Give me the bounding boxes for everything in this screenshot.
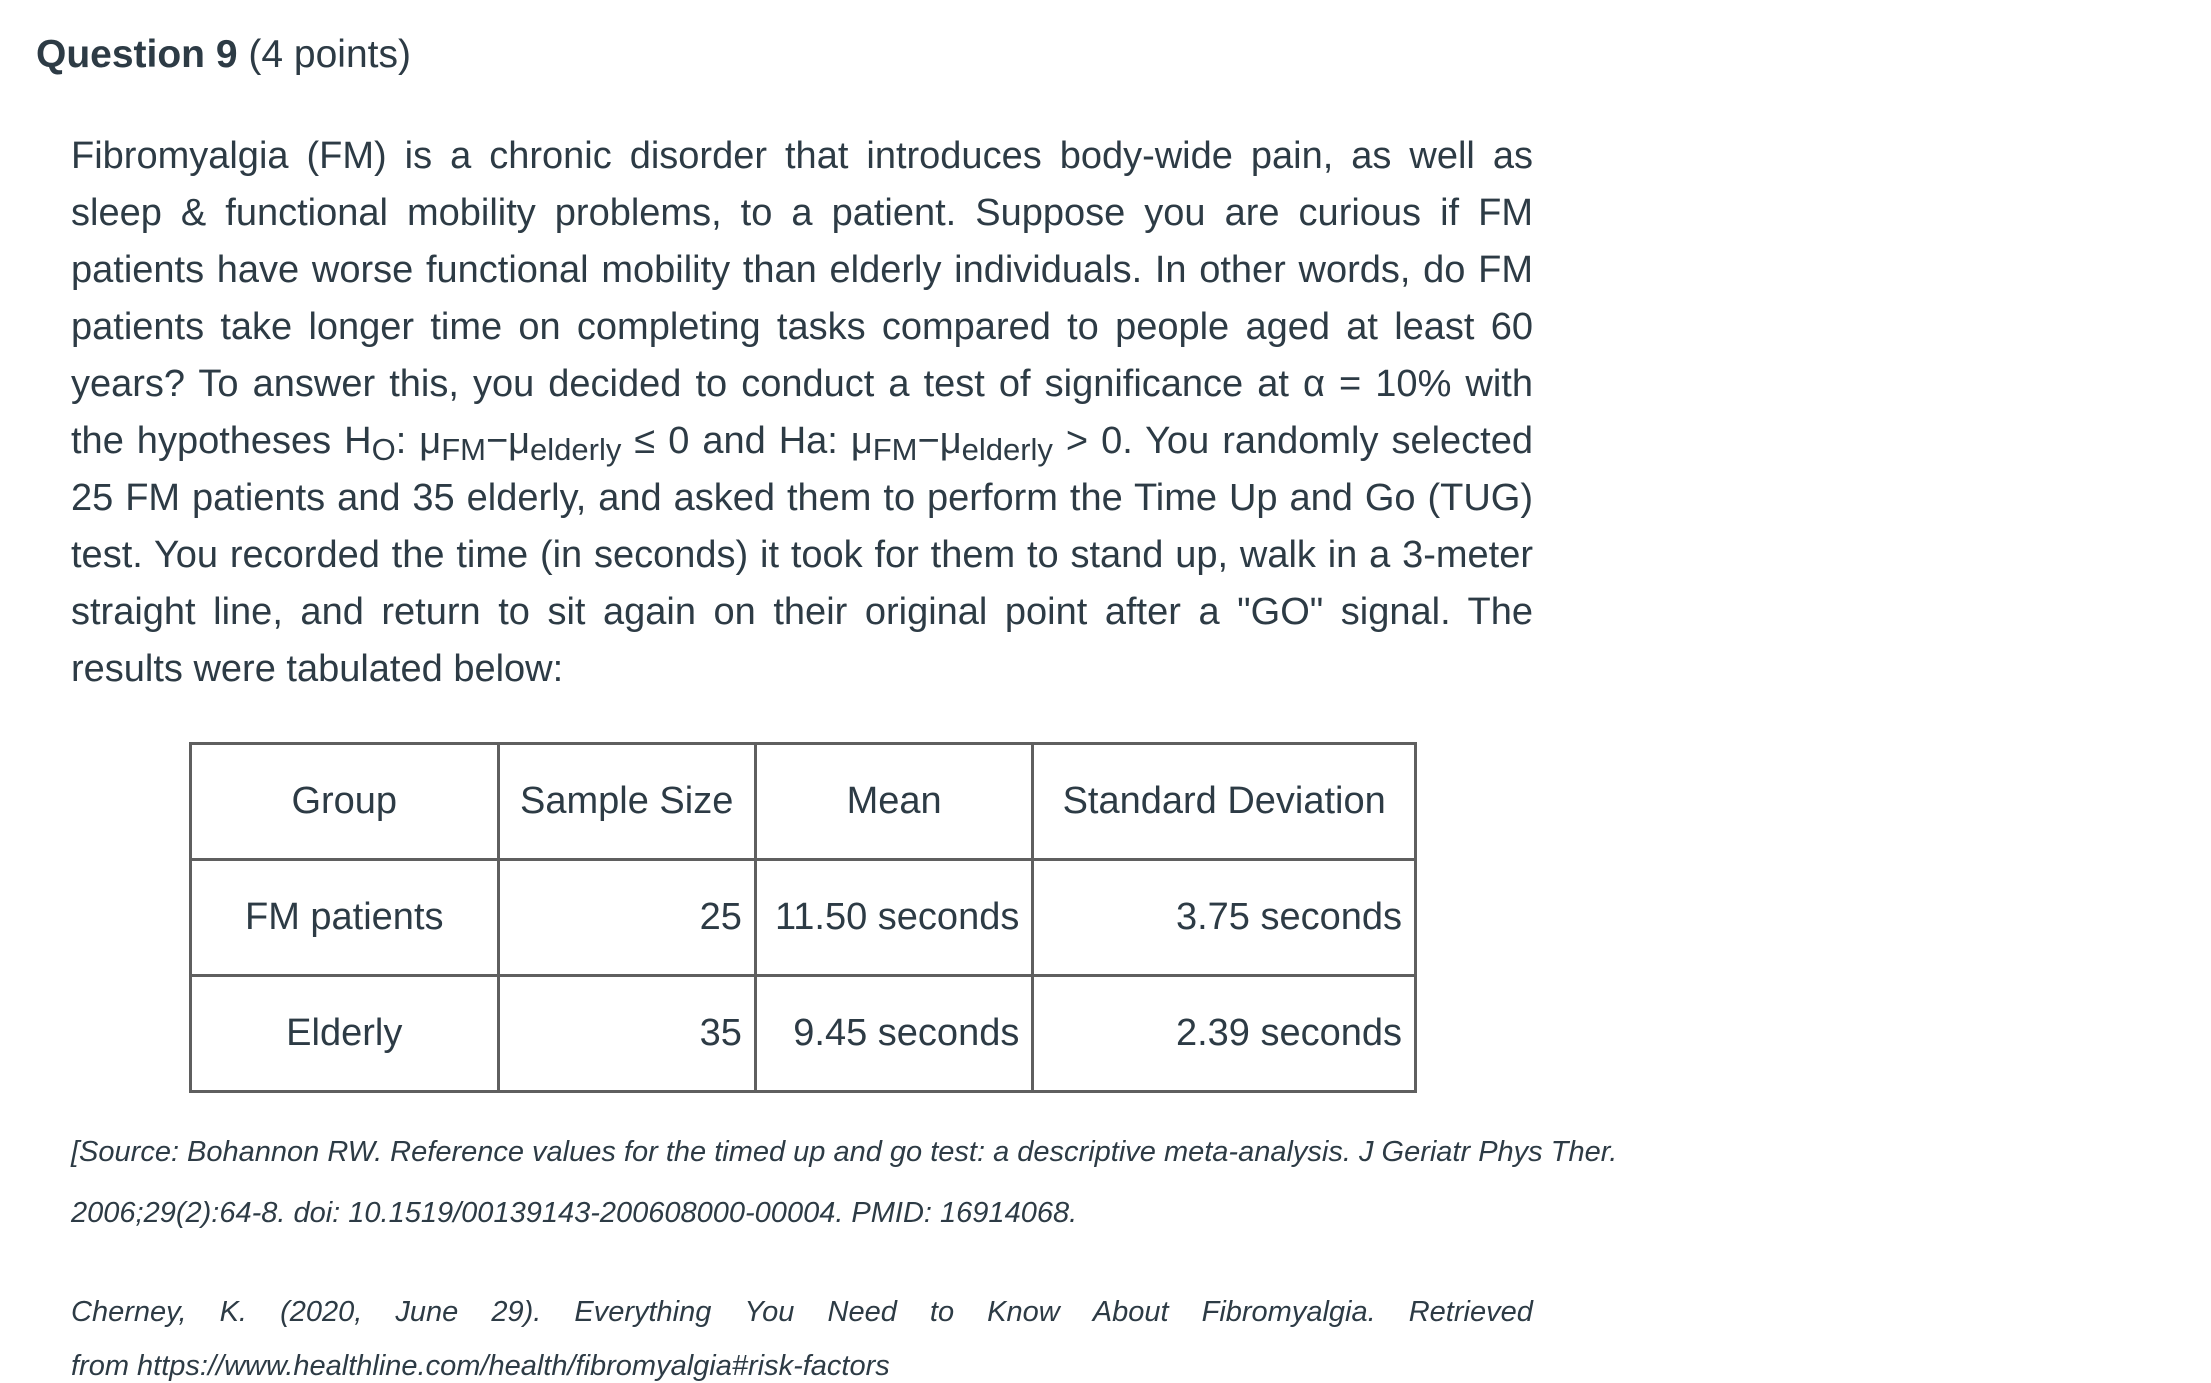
citation-word: You [744, 1296, 795, 1328]
question-points: (4 points) [248, 33, 411, 76]
citation-word: About [1092, 1296, 1169, 1328]
elderly-subscript-2: elderly [961, 432, 1053, 467]
body-text-part1: Fibromyalgia (FM) is a chronic disorder that introduces body-wide pain, as well as sleep & functional mobility problems, to a patient. Suppose you are curious if FM patients have worse functional mobility than elderly individuals. In other words, do FM patients take longer time on completing tasks compared to people aged at least 60 years? To answer this, you decided to conduct a test of significance at α = 10% with the hypotheses H [71, 135, 1533, 462]
citation-word: June [395, 1296, 459, 1328]
h0-relation: ≤ 0 and Ha: μ [621, 420, 873, 462]
fm-subscript-2: FM [872, 432, 918, 467]
body-text-part2: > 0. You randomly selected 25 FM patients and 35 elderly, and asked them to perform the Time Up and Go (TUG) test. You recorded the time (in seconds) it took for them to stand up, walk in a 3-meter straight line, and return to sit again on their original point after a "GO" signal. The results were tabulated below: [71, 420, 1533, 690]
citation-word: Need [827, 1296, 897, 1328]
source-citation-line1: [Source: Bohannon RW. Reference values for the timed up and go test: a descriptive meta-analysis. J Geriatr Phys Ther. [71, 1136, 1618, 1168]
minus-mu: −μ [485, 420, 531, 462]
cell-sample-size: 25 [498, 860, 755, 976]
results-table [189, 742, 1417, 1093]
fm-subscript: FM [441, 432, 486, 467]
source-citation-line2: 2006;29(2):64-8. doi: 10.1519/00139143-200608000-00004. PMID: 16914068. [71, 1197, 1078, 1229]
citation-word: Everything [574, 1296, 712, 1328]
header-sample-size: Sample Size [498, 744, 755, 860]
citation-word: Fibromyalgia. [1201, 1296, 1376, 1328]
cell-sd: 2.39 seconds [1033, 976, 1416, 1092]
cell-mean: 9.45 seconds [755, 976, 1032, 1092]
cherney-citation-line1 [71, 1296, 1533, 1329]
table-header-row [191, 744, 1416, 860]
question-paragraph [71, 128, 1533, 698]
cell-sd: 3.75 seconds [1033, 860, 1416, 976]
cell-group: Elderly [191, 976, 499, 1092]
cell-group: FM patients [191, 860, 499, 976]
citation-word: 29). [491, 1296, 542, 1328]
citation-word: to [929, 1296, 955, 1328]
table-row [191, 860, 1416, 976]
citation-word: Cherney, [71, 1296, 187, 1328]
question-title: Question 9 [36, 33, 238, 76]
minus-mu-2: −μ [917, 420, 962, 462]
citation-word: Retrieved [1408, 1296, 1533, 1328]
header-standard-deviation: Standard Deviation [1033, 744, 1416, 860]
question-text [71, 128, 1533, 698]
question-header [36, 30, 411, 80]
citation-word: K. [219, 1296, 247, 1328]
citation-word: (2020, [280, 1296, 363, 1328]
cherney-citation-line2: from https://www.healthline.com/health/fibromyalgia#risk-factors [71, 1350, 890, 1382]
header-mean: Mean [755, 744, 1032, 860]
cell-sample-size: 35 [498, 976, 755, 1092]
elderly-subscript: elderly [530, 432, 622, 467]
table-row [191, 976, 1416, 1092]
citation-word: Know [987, 1296, 1060, 1328]
header-group: Group [191, 744, 499, 860]
h0-colon: : μ [395, 420, 442, 462]
cell-mean: 11.50 seconds [755, 860, 1032, 976]
h0-subscript: O [371, 432, 396, 467]
